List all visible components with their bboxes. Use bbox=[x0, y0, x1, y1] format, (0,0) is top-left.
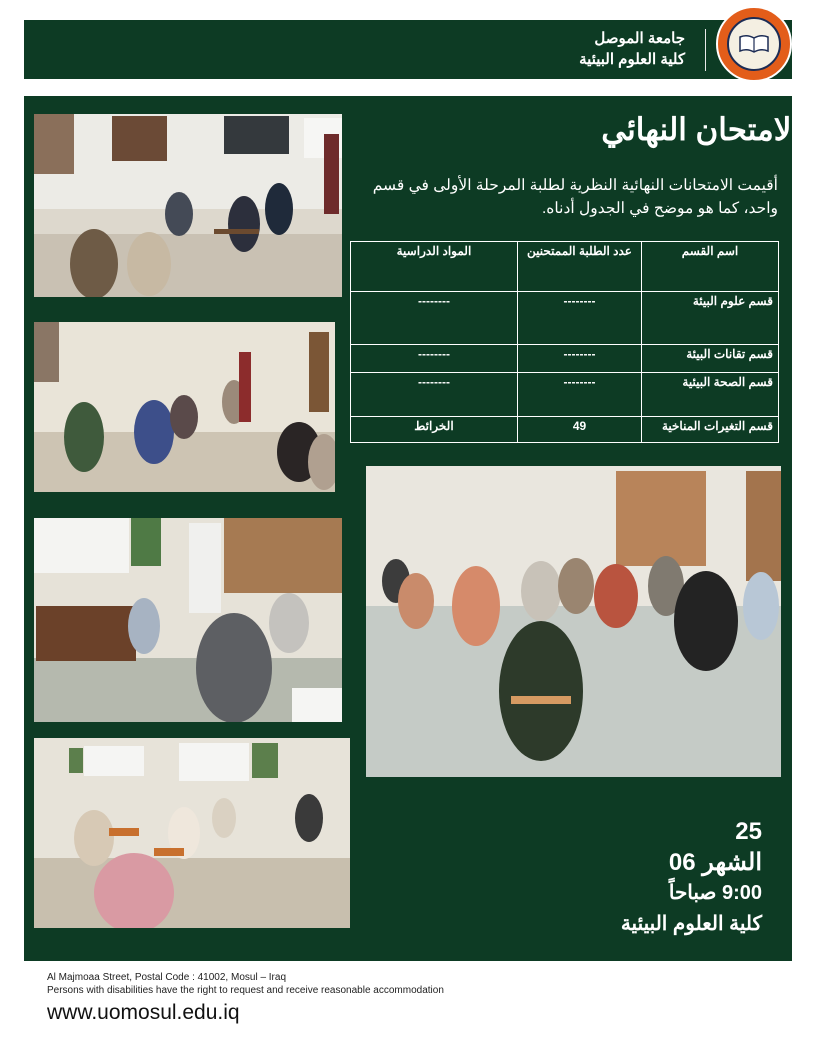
exam-table bbox=[350, 241, 779, 443]
footer-text bbox=[47, 971, 444, 997]
announcement-intro: أقيمت الامتحانات النهائية النظرية لطلبة المرحلة الأولى في قسم واحد، كما هو موضح في الجدول أدناه. bbox=[372, 177, 778, 217]
footer-address: Al Majmoaa Street, Postal Code : 41002, Mosul – Iraq bbox=[47, 972, 287, 983]
exam-hall-photo-1 bbox=[34, 114, 342, 297]
table-row bbox=[351, 373, 779, 417]
exam-hall-photo-4 bbox=[34, 738, 350, 928]
department-cell: قسم علوم البيئة bbox=[642, 292, 779, 345]
announcement-title: الامتحان النهائي bbox=[601, 112, 800, 147]
table-row bbox=[351, 292, 779, 345]
header-divider bbox=[705, 29, 706, 71]
col-header-subjects: المواد الدراسية bbox=[351, 242, 518, 292]
university-logo-icon bbox=[716, 6, 792, 82]
department-cell: قسم تقانات البيئة bbox=[642, 345, 779, 373]
subjects-cell: -------- bbox=[351, 373, 518, 417]
col-header-student-count: عدد الطلبة الممتحنين bbox=[517, 242, 641, 292]
department-cell: قسم التغيرات المناخية bbox=[642, 417, 779, 443]
count-cell: -------- bbox=[517, 292, 641, 345]
subjects-cell: الخرائط bbox=[351, 417, 518, 443]
table-row bbox=[351, 345, 779, 373]
college-name: كلية العلوم البيئية bbox=[579, 51, 685, 68]
col-header-department: اسم القسم bbox=[642, 242, 779, 292]
count-cell: -------- bbox=[517, 345, 641, 373]
exam-place: كلية العلوم البيئية bbox=[620, 913, 762, 935]
table-row bbox=[351, 417, 779, 443]
table-header-row bbox=[351, 242, 779, 292]
exam-hall-photo-5 bbox=[366, 466, 781, 777]
exam-hall-photo-3 bbox=[34, 518, 342, 722]
exam-day: 25 bbox=[735, 818, 762, 845]
department-cell: قسم الصحة البيئية bbox=[642, 373, 779, 417]
schedule-info bbox=[621, 816, 762, 940]
count-cell: 49 bbox=[517, 417, 641, 443]
exam-time: 9:00 صباحاً bbox=[668, 882, 762, 904]
count-cell: -------- bbox=[517, 373, 641, 417]
university-name: جامعة الموصل bbox=[594, 30, 685, 47]
exam-month: الشهر 06 bbox=[668, 849, 762, 876]
website-link[interactable]: www.uomosul.edu.iq bbox=[47, 1001, 240, 1024]
institution-names bbox=[579, 28, 685, 70]
subjects-cell: -------- bbox=[351, 345, 518, 373]
subjects-cell: -------- bbox=[351, 292, 518, 345]
footer-accessibility: Persons with disabilities have the right to request and receive reasonable accommodation bbox=[47, 985, 444, 996]
header-banner bbox=[24, 20, 792, 79]
exam-hall-photo-2 bbox=[34, 322, 335, 492]
